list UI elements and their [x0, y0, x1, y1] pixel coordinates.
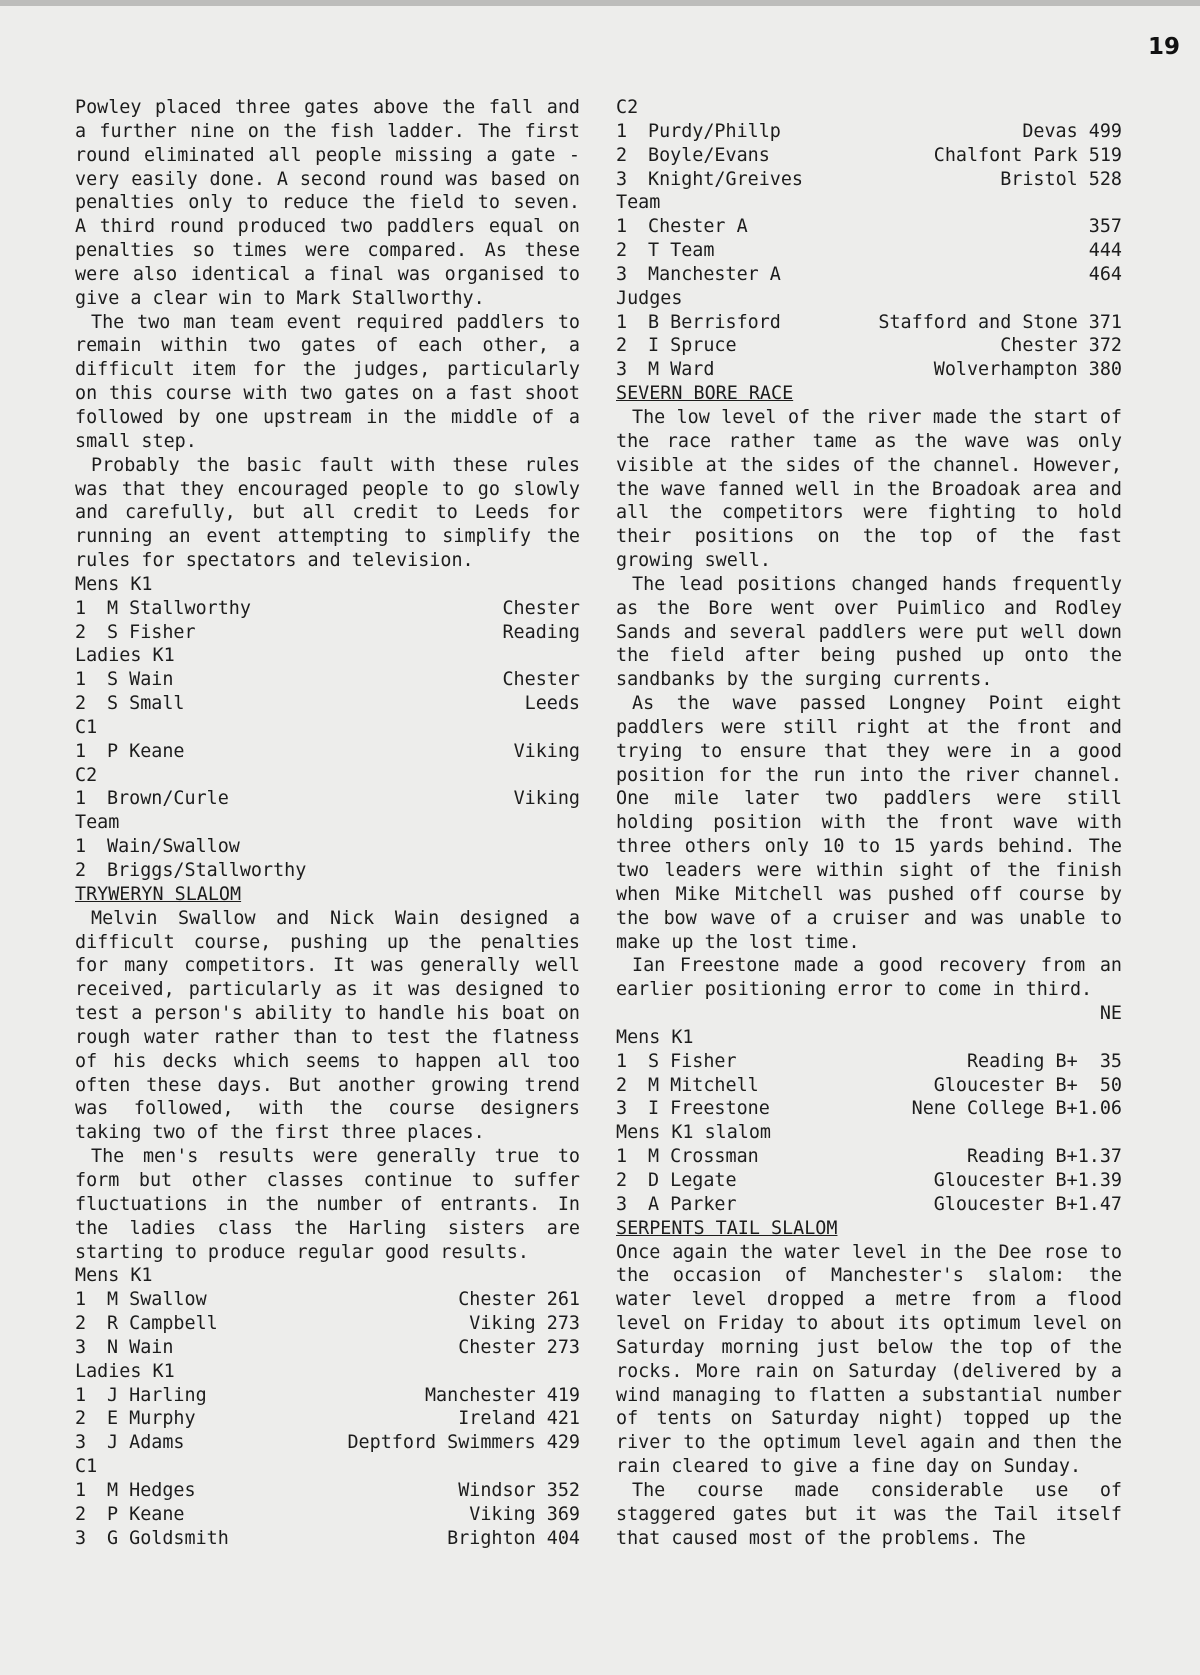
result-row	[75, 1431, 580, 1455]
result-name: A Parker	[648, 1193, 737, 1215]
result-club-score: 357	[1088, 216, 1122, 238]
result-entrant	[616, 1169, 737, 1193]
result-entrant	[616, 1193, 737, 1217]
result-name: M Swallow	[107, 1289, 207, 1311]
result-club-score: Windsor 352	[458, 1479, 580, 1501]
result-name: S Small	[107, 693, 185, 715]
result-entrant	[616, 168, 803, 192]
result-club-score: Nene College B+1.06	[911, 1098, 1122, 1120]
result-row	[616, 1169, 1122, 1193]
result-name: E Murphy	[107, 1408, 196, 1430]
result-club-score: Viking	[513, 740, 580, 762]
result-row	[75, 1407, 580, 1431]
result-club-score: Reading	[502, 621, 580, 643]
result-name: Boyle/Evans	[648, 144, 770, 166]
result-name: B Berrisford	[648, 311, 781, 333]
result-row	[616, 263, 1122, 287]
result-position: 1	[616, 216, 628, 238]
paragraph: The men's results were generally true to form but other classes continue to suffer fluctuations in the number of entrants. In the ladies class the Harling sisters are starting to produce regular good results.	[75, 1146, 580, 1263]
page-top-edge	[0, 0, 1200, 6]
result-club-score: Leeds	[524, 693, 580, 715]
result-entrant	[75, 859, 306, 883]
result-position: 2	[75, 1408, 87, 1430]
results-category-title: C1	[75, 716, 98, 738]
result-club-score: Chester 273	[458, 1336, 580, 1358]
result-position: 1	[75, 740, 87, 762]
result-position: 2	[75, 1313, 87, 1335]
result-row	[616, 215, 1122, 239]
paragraph: Powley placed three gates above the fall and a further nine on the fish ladder. The first round eliminated all people missing a gate - very easily done. A second round was based on penalties only to reduce the field to seven. A third round produced two paddlers equal on penalties so times were compared. As these were also identical a final was organised to give a clear win to Mark Stallworthy.	[75, 97, 580, 309]
result-row	[616, 1193, 1122, 1217]
results-category-title: Ladies K1	[75, 645, 175, 667]
result-club-score: Manchester 419	[424, 1384, 580, 1406]
result-position: 3	[616, 168, 628, 190]
result-entrant	[616, 215, 748, 239]
result-row	[75, 1336, 580, 1360]
result-club-score: Chalfont Park 519	[933, 144, 1122, 166]
result-position: 3	[75, 1432, 87, 1454]
result-position: 2	[75, 860, 87, 881]
result-club-score: Chester	[502, 669, 580, 691]
section-heading-severn: SEVERN BORE RACE	[616, 383, 794, 405]
result-name: R Campbell	[107, 1313, 218, 1335]
result-club-score: Wolverhampton 380	[933, 359, 1122, 381]
result-entrant	[616, 120, 781, 144]
page-number: 19	[1147, 34, 1180, 60]
results-category-title: Mens K1 slalom	[616, 1122, 772, 1144]
result-entrant	[75, 835, 240, 859]
result-name: J Harling	[107, 1384, 207, 1406]
result-row	[75, 692, 580, 716]
result-row	[616, 1145, 1122, 1169]
severn-article	[616, 406, 1122, 1002]
results-tryweryn	[75, 1264, 580, 1550]
tryweryn-article	[75, 907, 580, 1265]
result-row	[616, 168, 1122, 192]
result-entrant	[616, 263, 781, 287]
result-entrant	[616, 334, 737, 358]
result-entrant	[75, 1407, 196, 1431]
intro-article	[75, 96, 580, 573]
results-category-title: Team	[75, 812, 120, 834]
result-row	[75, 621, 580, 645]
result-entrant	[75, 1479, 196, 1503]
result-entrant	[75, 1336, 173, 1360]
result-name: P Keane	[107, 1503, 185, 1525]
serpents-article	[616, 1241, 1122, 1551]
author-initials: NE	[1099, 1003, 1122, 1025]
result-entrant	[75, 668, 173, 692]
result-position: 2	[616, 1169, 628, 1191]
result-entrant	[75, 1312, 218, 1336]
section-heading-tryweryn: TRYWERYN SLALOM	[75, 883, 242, 905]
result-entrant	[75, 1503, 185, 1527]
results-category-title: Team	[616, 192, 661, 214]
right-column	[616, 96, 1122, 1550]
result-row	[75, 787, 580, 811]
result-position: 3	[616, 359, 628, 381]
result-row	[616, 120, 1122, 144]
results-category-title: C2	[75, 764, 98, 786]
result-club-score: Stafford and Stone 371	[878, 311, 1122, 333]
result-name: Manchester A	[648, 263, 781, 285]
results-leeds	[75, 573, 580, 883]
result-name: I Spruce	[648, 335, 737, 357]
result-entrant	[616, 1074, 759, 1098]
result-name: M Ward	[648, 359, 715, 381]
result-row	[75, 597, 580, 621]
paragraph: The lead positions changed hands frequently as the Bore went over Puimlico and Rodley Sands and several paddlers were put well down the field after being pushed up onto the sandbanks by the surging currents.	[616, 573, 1122, 691]
result-name: G Goldsmith	[107, 1527, 229, 1549]
result-row	[616, 239, 1122, 263]
result-position: 1	[616, 1146, 628, 1168]
paragraph: As the wave passed Longney Point eight paddlers were still right at the front and trying to ensure that they were in a good position for the run into the river channel. One mile later two paddlers were still holding position with the front wave with three others only 10 to 15 yards behind. The two leaders were within sight of the finish when Mike Mitchell was pushed off course by the bow wave of a cruiser and was unable to make up the lost time.	[616, 693, 1122, 953]
section-heading-serpents: SERPENTS TAIL SLALOM	[616, 1217, 838, 1239]
result-position: 2	[616, 1074, 628, 1096]
result-name: M Crossman	[648, 1146, 759, 1168]
result-row	[75, 1479, 580, 1503]
result-row	[616, 1074, 1122, 1098]
result-entrant	[75, 1384, 207, 1408]
result-entrant	[616, 1097, 770, 1121]
result-row	[75, 668, 580, 692]
result-position: 1	[616, 1050, 628, 1072]
result-position: 2	[616, 335, 628, 357]
result-entrant	[75, 597, 251, 621]
paragraph: Melvin Swallow and Nick Wain designed a difficult course, pushing up the penalties for many competitors. It was generally well received, particularly as it was designed to test a person's ability to handle his boat on rough water rather than to test the flatness of his decks which seems to happen all too often these days. But another growing trend was followed, with the course designers taking two of the first three places.	[75, 907, 580, 1144]
paragraph: The course made considerable use of staggered gates but it was the Tail itself that caused most of the problems. The	[616, 1479, 1122, 1549]
result-position: 1	[616, 311, 628, 333]
result-entrant	[616, 358, 714, 382]
result-row	[616, 144, 1122, 168]
result-position: 1	[75, 669, 87, 691]
result-row	[616, 311, 1122, 335]
result-position: 3	[75, 1527, 87, 1549]
result-name: M Stallworthy	[107, 597, 251, 619]
paragraph: Once again the water level in the Dee rose to the occasion of Manchester's slalom: the water level dropped a metre from a flood level on Friday to about its optimum level on Saturday morning just below the top of the rocks. More rain on Saturday (delivered by a wind managing to flatten a substantial number of tents on Saturday night) topped up the river to the optimum level again and then the rain cleared to give a fine day on Sunday.	[616, 1241, 1122, 1478]
result-club-score: Reading B+ 35	[966, 1050, 1122, 1072]
result-position: 1	[616, 120, 628, 142]
results-category-title: Mens K1	[75, 573, 153, 595]
result-position: 1	[75, 1479, 87, 1501]
result-position: 3	[616, 1098, 628, 1120]
paragraph: Ian Freestone made a good recovery from an earlier positioning error to come in third.	[616, 955, 1122, 1001]
result-name: P Keane	[107, 740, 185, 762]
result-name: N Wain	[107, 1336, 174, 1358]
result-entrant	[616, 1145, 759, 1169]
result-position: 3	[75, 1336, 87, 1358]
result-row	[75, 859, 580, 883]
result-name: Briggs/Stallworthy	[107, 860, 307, 881]
result-name: T Team	[648, 240, 715, 262]
result-position: 2	[616, 240, 628, 262]
left-column	[75, 96, 580, 1550]
result-row	[616, 358, 1122, 382]
result-club-score: 464	[1088, 263, 1122, 285]
result-row	[75, 1288, 580, 1312]
result-club-score: Brighton 404	[447, 1527, 580, 1549]
result-name: Brown/Curle	[107, 788, 229, 810]
result-row	[75, 1384, 580, 1408]
result-club-score: Viking 369	[469, 1503, 580, 1525]
result-position: 1	[75, 597, 87, 619]
result-entrant	[75, 692, 185, 716]
result-entrant	[75, 621, 196, 645]
result-entrant	[616, 311, 781, 335]
results-category-title: Mens K1	[616, 1026, 694, 1048]
result-club-score: Devas 499	[1022, 120, 1122, 142]
results-category-title: Judges	[616, 287, 683, 309]
paragraph: Probably the basic fault with these rules was that they encouraged people to go slowly and carefully, but all credit to Leeds for running an event attempting to simplify the rules for spectators and television.	[75, 454, 580, 572]
result-row	[75, 1527, 580, 1551]
result-club-score: Chester 261	[458, 1289, 580, 1311]
results-category-title: C1	[75, 1456, 98, 1478]
result-row	[616, 1050, 1122, 1074]
result-club-score: Ireland 421	[458, 1408, 580, 1430]
result-name: S Wain	[107, 669, 174, 691]
result-entrant	[75, 787, 229, 811]
result-name: M Hedges	[107, 1479, 196, 1501]
result-name: Chester A	[648, 216, 748, 238]
result-entrant	[75, 740, 185, 764]
results-category-title: Ladies K1	[75, 1360, 175, 1382]
result-club-score: Gloucester B+ 50	[933, 1074, 1122, 1096]
result-row	[75, 1312, 580, 1336]
result-name: S Fisher	[648, 1050, 737, 1072]
result-position: 1	[75, 788, 87, 810]
result-name: M Mitchell	[648, 1074, 759, 1096]
result-name: Knight/Greives	[648, 168, 804, 190]
result-position: 2	[75, 693, 87, 715]
result-entrant	[616, 239, 714, 263]
result-position: 2	[75, 621, 87, 643]
result-position: 2	[616, 144, 628, 166]
result-entrant	[75, 1288, 207, 1312]
result-position: 1	[75, 1289, 87, 1311]
result-name: I Freestone	[648, 1098, 770, 1120]
result-name: Wain/Swallow	[107, 836, 240, 858]
result-name: Purdy/Phillp	[648, 120, 781, 142]
result-position: 3	[616, 1193, 628, 1215]
result-entrant	[75, 1431, 185, 1455]
result-club-score: Bristol 528	[1000, 168, 1122, 190]
paragraph: The low level of the river made the start of the race rather tame as the wave was only visible at the sides of the channel. However, the wave fanned well in the Broadoak area and all the competitors were fighting to hold their positions on the top of the fast growing swell.	[616, 406, 1122, 572]
result-club-score: Gloucester B+1.47	[933, 1193, 1122, 1215]
result-club-score: Chester 372	[1000, 335, 1122, 357]
result-name: J Adams	[107, 1432, 185, 1454]
results-leeds-continued	[616, 96, 1122, 382]
result-club-score: Reading B+1.37	[966, 1146, 1122, 1168]
result-row	[75, 835, 580, 859]
result-position: 1	[75, 1384, 87, 1406]
result-club-score: Viking	[513, 788, 580, 810]
result-name: S Fisher	[107, 621, 196, 643]
results-category-title: Mens K1	[75, 1265, 153, 1287]
result-row	[75, 740, 580, 764]
results-category-title: C2	[616, 97, 639, 118]
result-club-score: Gloucester B+1.39	[933, 1169, 1122, 1191]
result-club-score: Deptford Swimmers 429	[347, 1432, 580, 1454]
result-club-score: Viking 273	[469, 1313, 580, 1335]
result-entrant	[75, 1527, 229, 1551]
result-position: 3	[616, 263, 628, 285]
result-name: D Legate	[648, 1169, 737, 1191]
result-club-score: 444	[1088, 240, 1122, 262]
result-position: 1	[75, 836, 87, 858]
result-row	[75, 1503, 580, 1527]
paragraph: The two man team event required paddlers to remain within two gates of each other, a difficult item for the judges, particularly on this course with two gates on a fast shoot followed by one upstream in the middle of a small step.	[75, 311, 580, 452]
result-club-score: Chester	[502, 597, 580, 619]
result-entrant	[616, 144, 770, 168]
result-position: 2	[75, 1503, 87, 1525]
result-row	[616, 334, 1122, 358]
result-row	[616, 1097, 1122, 1121]
results-severn	[616, 1026, 1122, 1217]
result-entrant	[616, 1050, 737, 1074]
